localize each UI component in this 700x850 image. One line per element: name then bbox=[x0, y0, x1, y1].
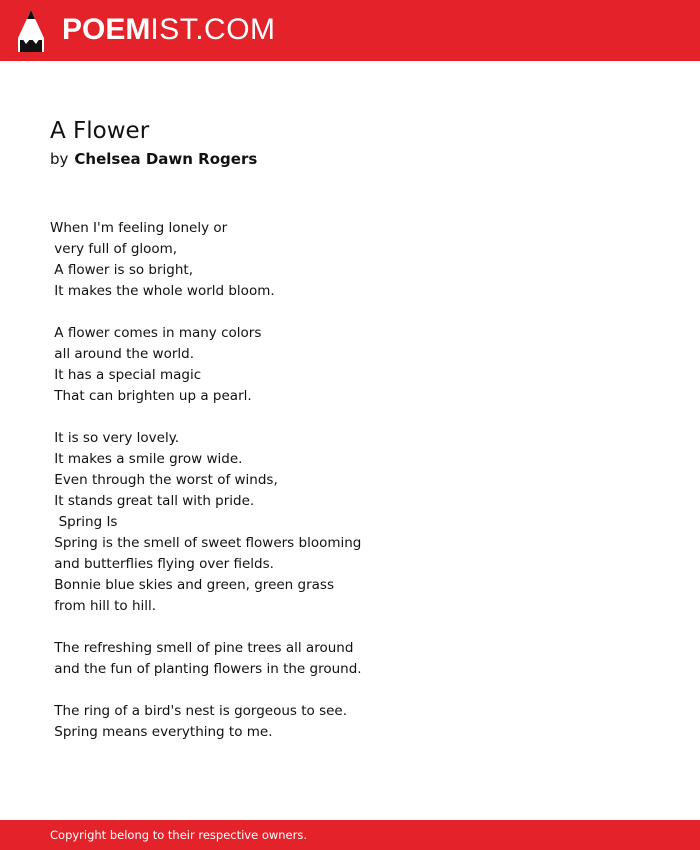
site-footer bbox=[0, 820, 700, 850]
pencil-tip-logo-icon[interactable] bbox=[18, 10, 44, 52]
byline bbox=[50, 148, 257, 170]
brand-light-text: IST.COM bbox=[150, 13, 276, 46]
site-brand[interactable] bbox=[62, 12, 276, 48]
copyright-text: Copyright belong to their respective owners. bbox=[50, 828, 308, 842]
site-header bbox=[0, 0, 700, 61]
brand-bold-text: POEM bbox=[62, 13, 151, 46]
byline-label: by bbox=[50, 150, 69, 168]
author-name: Chelsea Dawn Rogers bbox=[74, 150, 258, 168]
poem-body: When I'm feeling lonely or very full of gloom, A flower is so bright, It makes the whole world bloom. A flower comes in many colors all around the world. It has a special magic That can brighten up a pearl. It is so very lovely. It makes a smile grow wide. Even through the worst of winds, It stands great tall with pride. Spring Is Spring is the smell of sweet flowers blooming and butterflies flying over fields. Bonnie blue skies and green, green grass from hill to hill. The refreshing smell of pine trees all around and the fun of planting flowers in the ground. The ring of a bird's nest is gorgeous to see. Spring means everything to me. bbox=[50, 220, 362, 740]
poem-title: A Flower bbox=[50, 118, 150, 144]
